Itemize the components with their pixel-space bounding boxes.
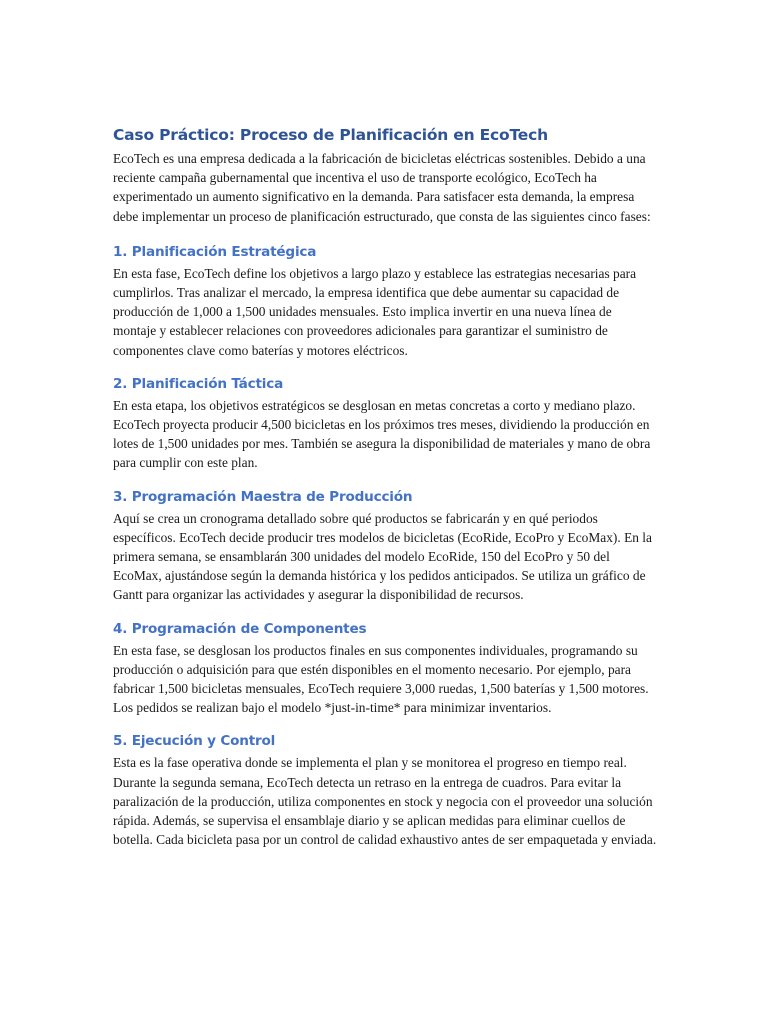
section-body: Esta es la fase operativa donde se implementa el plan y se monitorea el progreso en tiempo real. Durante la segunda semana, EcoTech detecta un retraso en la entrega de cuadros. Para evitar la paralización de la producción, utiliza componentes en stock y negocia con el proveedor una solución rápida. Además, se supervisa el ensamblaje diario y se aplican medidas para eliminar cuellos de botella. Cada bicicleta pasa por un control de calidad exhaustivo antes de ser empaquetada y enviada. — [113, 755, 657, 848]
section-body: Aquí se crea un cronograma detallado sobre qué productos se fabricarán y en qué periodos específicos. EcoTech decide producir tres modelos de bicicletas (EcoRide, EcoPro y EcoMax). En la primera semana, se ensamblarán 300 unidades del modelo EcoRide, 150 del EcoPro y 50 del EcoMax, ajustándose según la demanda histórica y los pedidos anticipados. Se utiliza un gráfico de Gantt para organizar las actividades y asegurar la disponibilidad de recursos. — [113, 510, 652, 603]
intro-paragraph: EcoTech es una empresa dedicada a la fabricación de bicicletas eléctricas sostenibles. Debido a una reciente campaña gubernamental que incentiva el uso de transporte ecológico, EcoTech ha experimentado un aumento significativo en la demanda. Para satisfacer esta demanda, la empresa debe implementar un proceso de planificación estructurado, que consta de las siguientes cinco fases: — [113, 151, 651, 224]
section-execution-control — [113, 731, 658, 849]
section-strategic-planning — [113, 242, 658, 360]
section-component-scheduling — [113, 619, 658, 718]
section-body: En esta fase, EcoTech define los objetivos a largo plazo y establece las estrategias necesarias para cumplirlos. Tras analizar el mercado, la empresa identifica que debe aumentar su capacidad de producción de 1,000 a 1,500 unidades mensuales. Esto implica invertir en una nueva línea de montaje y establecer relaciones con proveedores adicionales para garantizar el suministro de componentes clave como baterías y motores eléctricos. — [113, 265, 637, 358]
section-heading: 3. Programación Maestra de Producción — [113, 488, 413, 505]
section-body: En esta etapa, los objetivos estratégicos se desglosan en metas concretas a corto y mediano plazo. EcoTech proyecta producir 4,500 bicicletas en los próximos tres meses, dividiendo la producción en lotes de 1,500 unidades por mes. También se asegura la disponibilidad de materiales y mano de obra para cumplir con este plan. — [113, 397, 651, 471]
section-heading: 1. Planificación Estratégica — [113, 243, 317, 260]
document-page — [113, 124, 658, 863]
section-heading: 4. Programación de Componentes — [113, 620, 367, 637]
section-tactical-planning — [113, 374, 658, 473]
section-master-production-schedule — [113, 487, 658, 605]
section-body: En esta fase, se desglosan los productos finales en sus componentes individuales, programando su producción o adquisición para que estén disponibles en el momento necesario. Por ejemplo, para fabricar 1,500 bicicletas mensuales, EcoTech requiere 3,000 ruedas, 1,500 baterías y 1,500 motores. Los pedidos se realizan bajo el modelo *just-in-time* para minimizar inventarios. — [113, 642, 649, 716]
section-heading: 5. Ejecución y Control — [113, 733, 276, 750]
document-title: Caso Práctico: Proceso de Planificación en EcoTech — [113, 126, 548, 144]
section-heading: 2. Planificación Táctica — [113, 375, 284, 392]
